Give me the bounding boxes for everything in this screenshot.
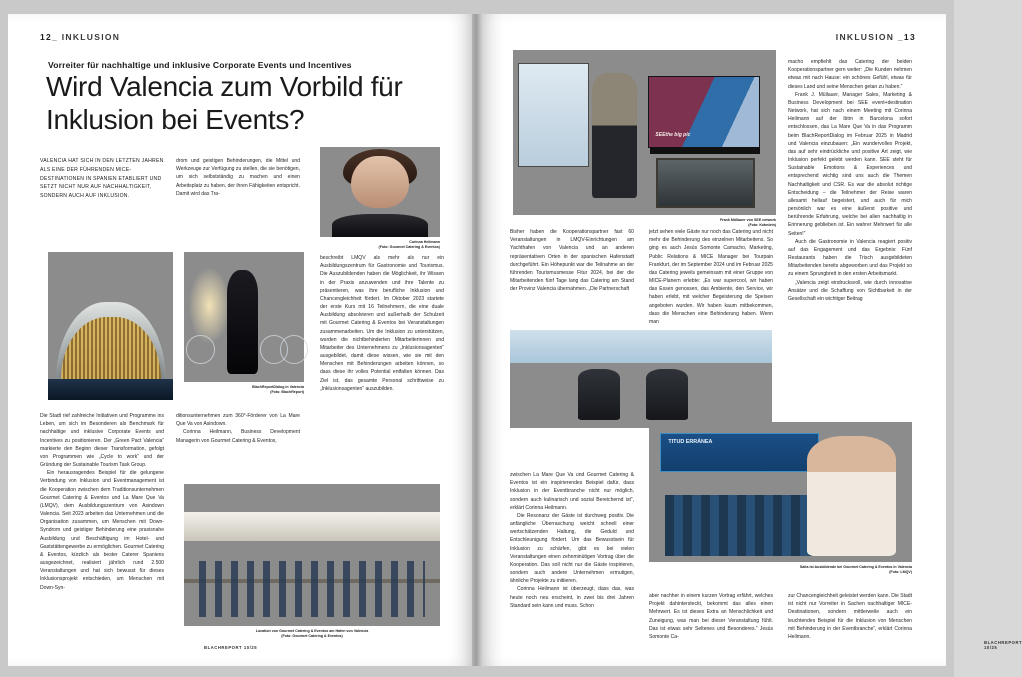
footer-left: BLACHREPORT 10/25 — [204, 645, 258, 650]
article-kicker: Vorreiter für nachhaltige und inklusive Corporate Events und Incentives — [48, 60, 352, 70]
right-column-2-top: jetzt sehen viele Gäste nur noch das Catering und nicht mehr die Behinderung des einzelnen Mitarbeitens. So ging es auch Jesús Somonte Camacho, Marketing, Public Relations & MICE Manager bei Tourpain Frankfurt, der im September 2024 und im Februar 2025 das Catering jeweils gemeinsam mit einer Gruppe von MICE-Planern erlebte: „Es war supercool, wir haben das Essen genossen, das Ambiente, den Service, wir haben erlebt, mit welcher Begeisterung die Speisen angeboten wurden. Wir haben kaum mitbekommen, dass die Menschen eine Behinderung haben. Wenn man — [649, 229, 774, 325]
right-column-1-top: Bisher haben die Kooperationspartner fast 60 Veranstaltungen in LMQV-Einrichtungen am Yachthafen von Valencia und an anderen repräsentativen Orten in der spanischen Hafenstadt durchgeführt. Ein Höhepunkt war die Teilnahme an der führenden Tourismusmesse Fitur 2024, bei der die Mitarbeitenden fünf Tage lang das Catering am Stand der Provinz Valencia übernahmen. „Die Partnerschaft — [510, 229, 634, 293]
article-lead: VALENCIA HAT SICH IN DEN LETZTEN JAHREN ALS EINE DER FÜHRENDEN MICE-DESTINATIONEN IN SPANIEN ETABLIERT UND SETZT NICHT NUR AUF NACHHALTIGKEIT, SONDERN AUCH AUF INKLUSION. — [40, 158, 164, 199]
right-column-3-top — [788, 58, 912, 303]
plaza-canopy — [184, 512, 440, 540]
figure-outdoor-bikes — [510, 330, 772, 428]
figure-expo-apprentice — [649, 422, 912, 574]
section-label-right: INKLUSION — [835, 32, 895, 42]
expo-banner-text: TITUD ERRÁNEA — [668, 438, 713, 445]
paragraph: macho empfiehlt das Catering der beiden Kooperationspartner gern weiter: „Die Kunden nehmen etwas mit nach Hause: ein schönes Gefühl, etwas für dieses Land und seine Menschen getan zu haben.“ — [788, 59, 912, 90]
paragraph: zwischen La Mare Que Va und Gourmet Catering & Eventos ist ein inspirierendes Beispiel dafür, dass Inklusion in der Eventbranche nicht nur möglich, sondern auch kulinarisch und sozial Bereichernd ist“, erklärt Corinna Heilmann. — [510, 472, 634, 511]
outdoor-person — [578, 369, 620, 420]
paragraph: Die Resonanz der Gäste ist durchweg positiv. Die anfängliche Überraschung weicht schnell einer wertschätzenden Haltung, die Geduld und Entschleunigung fördert. Um das Bewusstsein für Inklusion zu schärfen, gibt es bei vielen Veranstaltungen einen zehnminütigen Vortrag über die Kooperation. Das soll nicht nur die Gäste inspirieren, sondern auch andere Unternehmen ermutigen, ähnliche Projekte zu initiieren. — [510, 512, 634, 585]
dome-base — [48, 379, 173, 400]
portrait-body — [332, 214, 428, 237]
figure-plaza-location — [184, 484, 440, 638]
section-label-left: INKLUSION — [61, 32, 121, 42]
figure-caption-room: Frank Müllauer von SEE network (Foto: Krämlein) — [720, 217, 776, 227]
paragraph: Die Stadt rief zahlreiche Initiativen und Programme ins Leben, um sich im Besonderen als Benchmark für nachhaltige und inklusive Corporate Events und Incentives zu positionieren. Der „Green Pact Valencia“ markierte den Beginn dieser Transformation, gefolgt von Programmen wie „Cycle to work“ und der Gründung der Sustainable Tourism Task Group. — [40, 413, 164, 469]
paragraph: Ein herausragendes Beispiel für die gelungene Verbindung von Inklusion und Eventmanagement ist die Kooperation zwischen dem Traditionsunternehmen Gourmet Catering & Eventos und La Mare Que Va (LMQV), dem Ausbildungszentrum von Asindown Valencia. Seit 2023 arbeiten das Unternehmen und die Organisation zusammen, um Menschen mit Down-Syndrom und geistiger Behinderung eine praxisnahe Ausbildung und Beschäftigung im Hotel- und Gaststättengewerbe zu ermöglichen. Gourmet Catering & Eventos, kürzlich als bester Caterer Spaniens ausgezeichnet, realisiert jährlich rund 2.500 Veranstaltungen und hat sich bewusst für dieses Inklusionsprojekt entschieden, um Menschen mit Down-Syn- — [40, 470, 164, 591]
paragraph: „Valencia zeigt eindrucksvoll, wie durch innovative Ansätze und die Schaffung von Sichtbarkeit in der Gesellschaft ein wichtiger Beitrag — [788, 279, 912, 302]
expo-crowd — [665, 495, 812, 557]
left-column-2-top: drom und geistigen Behinderungen, die Mittel und Werkzeuge zur Verfügung zu stellen, die sie benötigen, um sich selbstständig zu machen und einen Arbeitsplatz zu haben, der ihren Fähigkeiten entspricht. Damit wird das Tra- — [176, 158, 300, 197]
footer-right: BLACHREPORT 10/25 — [984, 640, 1022, 650]
left-column-1-body — [40, 412, 164, 592]
right-column-1-bottom — [510, 471, 634, 610]
left-page — [8, 14, 472, 666]
room-soundbar — [650, 147, 760, 154]
figure-portrait-corinna — [320, 147, 440, 249]
bikes-person — [227, 270, 258, 374]
paragraph: ditionsunternehmen zum 360°-Förderer von La Mare Que Va von Asindown. — [176, 413, 300, 428]
figure-room-presentation — [513, 50, 776, 227]
room-speaker-person — [592, 73, 637, 198]
page-title: Wird Valencia zum Vorbild für Inklusion bei Events? — [46, 71, 403, 135]
plaza-chairs — [199, 561, 424, 618]
bicycle-wheel — [186, 335, 214, 363]
paragraph: Corinna Heilmann ist überzeugt, dass das, was heute noch neu erscheint, in zwei bis drei Jahren Standard sein kann und muss. Schon — [510, 586, 634, 609]
left-column-3: beschreibt LMQV als mehr als nur ein Ausbildungszentrum für Gastronomie und Tourismus. Die Auszubildenden haben die Möglichkeit, ihr Wissen in der Praxis anzuwenden und ihre Talente zu präsentieren, was ihre berufliche Inklusion und Chancengleichheit fördert. Im Oktober 2023 startete der erste Kurs mit 16 Teilnehmern, die eine duale Ausbildung absolvieren und außerhalb der Schulzeit mit Gourmet Catering & Eventos bei Veranstaltungen zusammenarbeiten. Um die Inklusion zu unterstützen, wurden die nichtbehinderten Mitarbeiterinnen und Mitarbeiter des Unternehmens zu „Inklusionsagenten“ ausgebildet, damit diese wissen, wie sie mit den Menschen mit Behinderungen arbeiten können, so dass diese ihr volles Potential entfalten können. Das Ziel ist, das gesamte Personal schrittweise zu „Inklusionsagenten“ auszubilden. — [320, 255, 444, 392]
portrait-face — [351, 156, 409, 208]
running-head-left — [40, 32, 120, 42]
folio-right: _13 — [897, 32, 916, 42]
expo-banner — [660, 433, 820, 471]
left-column-2-body — [176, 412, 300, 445]
expo-apprentice-person — [807, 436, 896, 556]
paragraph: Auch die Gastronomie in Valencia reagiert positiv auf das Engagement und das Ergebnis: Fünf Restaurants haben die Trisch ausgebildeten Mitarbeitenden bereits abgeworben und das Projekt so zu einem Sprungbrett in den ersten Arbeitsmarkt. — [788, 238, 912, 278]
spread-gutter — [472, 14, 482, 666]
right-page — [482, 14, 1022, 666]
paragraph: Corinna Heilmann, Business Development Managerin von Gourmet Catering & Eventos, — [176, 429, 300, 444]
running-head-right — [836, 32, 916, 42]
right-column-3-bottom: zur Chancengleichheit geleistet werden kann. Die Stadt ist nicht nur Vorreiter in Sachen nachhaltiger MICE-Destinationen, sondern mittlerweile auch ein leuchtendes Beispiel für die Inklusion von Menschen mit Behinderung in der Eventbranche“, erklärt Corinna Heilmann. — [788, 593, 913, 640]
outdoor-sky — [510, 330, 772, 363]
paragraph: Frank J. Müllauer, Manager Sales, Marketing & Business Development bei SEE event+destination Network, hat sich nach einem Meeting mit Corinna Heilmann auf der ibtm in Barcelona sofort entschlossen, das La Mare Que Va in das Programm beim BlachReportDialog im Februar 2025 in Madrid und Valencia einzubauen: „Ein wundervolles Projekt, das auf sehr eindrückliche und positive Art zeigt, wie Inklusion perfekt gelebt werden kann. SEE steht für Sustainable Emotions & Experiences und entsprechend wichtig sind uns auch die Themen Nachhaltigkeit und CSR. Es war die absolut richtige Entscheidung – die Teilnehmer der Reise waren allesamt hellauf begeistert, und auch für mich persönlich war es eine äußerst positive und berührende Erfahrung, welche bei allen nachhaltig in Erinnerung geblieben ist. Ein wahrer Mehrwert für alle Seiten!“ — [788, 91, 912, 237]
room-window — [518, 63, 588, 167]
folio-left: 12_ — [40, 32, 59, 42]
right-column-2-bottom: aber nachher in einem kurzen Vortrag erfährt, welches Projekt dahintersteckt, bekommt das alles einen Mehrwert. Es ist dieses Extra an Menschlichkeit und Zuneigung, was man bei dieser Veranstaltung fühlt. Das ist etwas sehr Seltenes und Besonderes.“ Jesús Somonte Ca- — [649, 593, 773, 640]
figure-caption-expo: Salta ist Ausbildende bei Gourmet Catering & Eventos in Valencia (Foto: LMQV) — [799, 564, 912, 574]
room-television — [648, 76, 760, 147]
outdoor-person — [646, 369, 688, 420]
figure-caption-portrait: Corinna Heilmann (Foto: Gourmet Catering & Eventos) — [378, 239, 440, 249]
bikes-light-glow — [189, 268, 230, 343]
bicycle-wheel — [280, 335, 308, 363]
tv-screen-text: SEEthe big pic — [655, 132, 691, 139]
figure-caption-bikes: BlachReportDialog in Valencia (Foto: BlachReport) — [252, 384, 304, 394]
figure-bikes-dialog — [184, 252, 304, 394]
room-fireplace — [656, 158, 755, 208]
figure-dome — [48, 252, 173, 400]
figure-caption-plaza: Location von Gourmet Catering & Eventos am Hafen von Valencia (Foto: Gourmet Catering & Eventos) — [255, 628, 369, 638]
